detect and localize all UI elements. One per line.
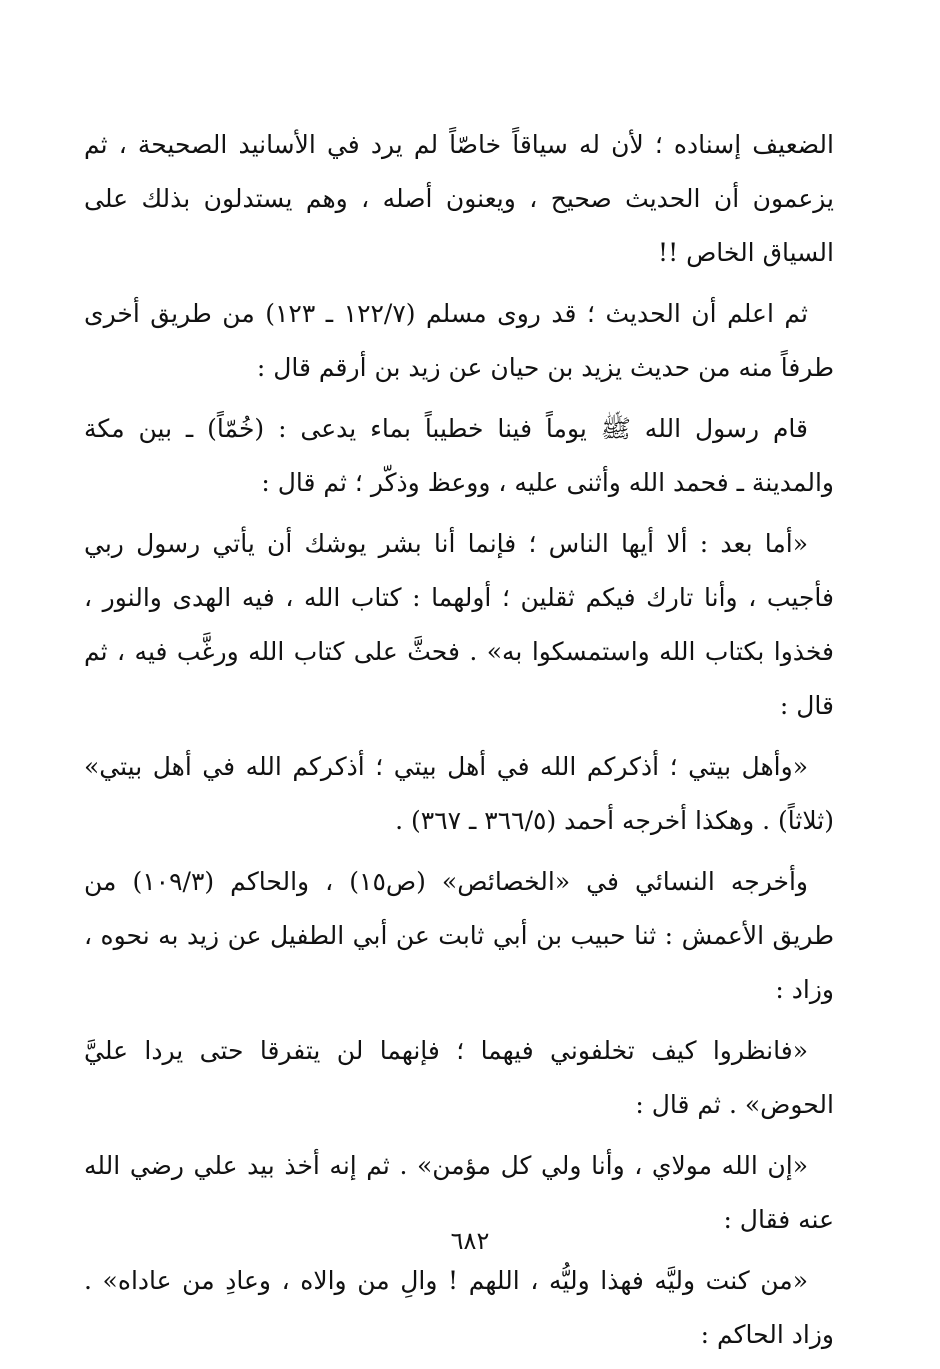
paragraph-3: قام رسول الله ﷺ يوماً فينا خطيباً بماء يدعى : (خُمّاً) ـ بين مكة والمدينة ـ فحمد الله وأثنى عليه ، ووعظ وذكّر ؛ ثم قال : [84, 414, 834, 497]
paragraph-1: الضعيف إسناده ؛ لأن له سياقاً خاصّاً لم يرد في الأسانيد الصحيحة ، ثم يزعمون أن الحديث صحيح ، ويعنون أصله ، وهم يستدلون بذلك على السياق الخاص !! [84, 130, 834, 267]
paragraph-2: ثم اعلم أن الحديث ؛ قد روى مسلم (١٢٢/٧ ـ ١٢٣) من طريق أخرى طرفاً منه من حديث يزيد بن حيان عن زيد بن أرقم قال : [84, 299, 834, 382]
paragraph-4: «أما بعد : ألا أيها الناس ؛ فإنما أنا بشر يوشك أن يأتي رسول ربي فأجيب ، وأنا تارك فيكم ثقلين ؛ أولهما : كتاب الله ، فيه الهدى والنور ، فخذوا بكتاب الله واستمسكوا به» . فحثَّ على كتاب الله ورغَّب فيه ، ثم قال : [84, 529, 834, 720]
page-number: ٦٨٢ [450, 1227, 490, 1255]
paragraph-6: وأخرجه النسائي في «الخصائص» (ص١٥) ، والحاكم (١٠٩/٣) من طريق الأعمش : ثنا حبيب بن أبي ثابت عن أبي الطفيل عن زيد به نحوه ، وزاد : [84, 867, 834, 1004]
paragraph-5: «وأهل بيتي ؛ أذكركم الله في أهل بيتي ؛ أذكركم الله في أهل بيتي» (ثلاثاً) . وهكذا أخرجه أحمد (٣٦٦/٥ ـ ٣٦٧) . [84, 752, 834, 835]
paragraph-8: «إن الله مولاي ، وأنا ولي كل مؤمن» . ثم إنه أخذ بيد علي رضي الله عنه فقال : [84, 1151, 834, 1234]
paragraph-9: «من كنت وليَّه فهذا وليُّه ، اللهم ! والِ من والاه ، وعادِ من عاداه» . وزاد الحاكم : [84, 1266, 834, 1349]
page-body [84, 118, 834, 1369]
paragraph-7: «فانظروا كيف تخلفوني فيهما ؛ فإنهما لن يتفرقا حتى يردا عليَّ الحوض» . ثم قال : [84, 1036, 834, 1119]
